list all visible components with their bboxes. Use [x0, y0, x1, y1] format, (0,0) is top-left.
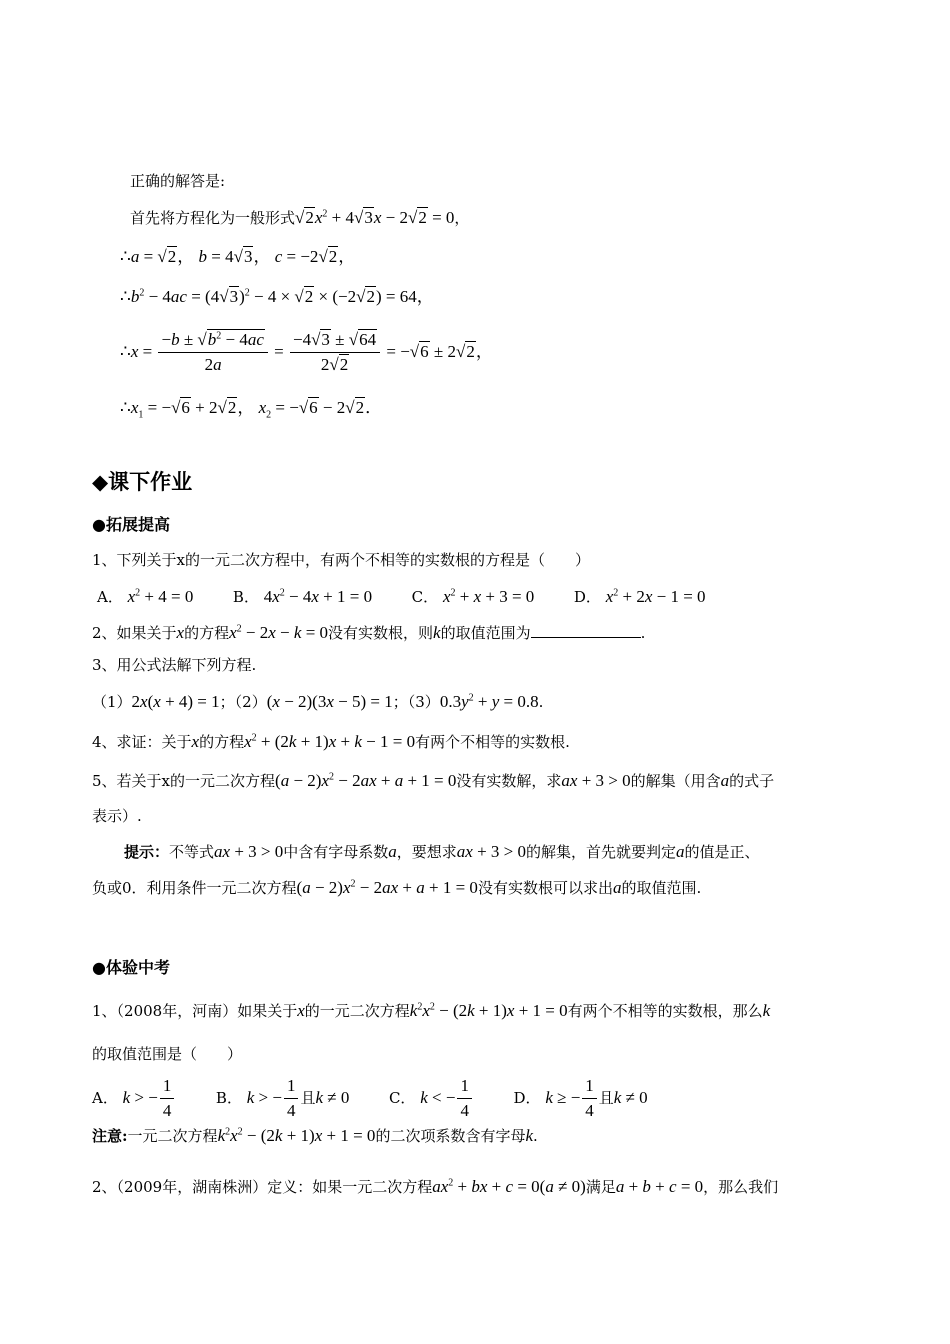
exam-option-c: k < − $\frac{1}{4}$: [420, 1088, 474, 1107]
question-3: 3、用公式法解下列方程.: [92, 656, 257, 674]
solution-discriminant: $\therefore b^2 - 4ac = (4√3)^2 - 4 \times √2 \times (-2√2) = 64$，: [120, 287, 434, 306]
q4-pre: 4、求证：关于: [92, 733, 192, 751]
step-text: 首先将方程化为一般形式: [130, 209, 296, 227]
hint-line-1: 提示：不等式ax + 3 > 0中含有字母系数a，要想求ax + 3 > 0的解集，首先就要判定a的值是正、: [124, 842, 760, 861]
eq1-mid2: 有两个不相等的实数根，那么: [567, 1002, 763, 1020]
exam-option-b-label: B．: [215, 1088, 242, 1107]
exam-question-1-line2: [92, 1045, 242, 1063]
and-text: 且: [598, 1088, 614, 1107]
eq2-mid: 满足: [585, 1178, 616, 1196]
section-exam-title: ●体验中考: [92, 958, 170, 977]
exam-option-a: k > − $\frac{1}{4}$: [123, 1088, 177, 1107]
option-c-equation: $x^2 + x + 3 = 0$: [442, 587, 535, 606]
eq2-post: ，那么我们: [703, 1178, 779, 1196]
q4-mid: 的方程: [199, 733, 245, 751]
q5-post2: 的式子: [729, 772, 775, 790]
therefore-symbol: ∴: [120, 341, 131, 361]
therefore-symbol: ∴: [120, 398, 131, 417]
q2-mid1: 的方程: [184, 624, 230, 642]
hint-t3: ，要想求: [396, 843, 457, 861]
hint-l2-t3: 的取值范围.: [621, 879, 702, 897]
note-t1: 一元二次方程: [127, 1127, 218, 1145]
eq2-pre: 2、（2009年，湖南株洲）定义：如果一元二次方程: [92, 1178, 433, 1196]
section-extension-title: ●拓展提高: [92, 515, 170, 534]
q2-pre: 2、如果关于: [92, 624, 177, 642]
solution-intro-text: 正确的解答是:: [130, 172, 226, 190]
question-5: 5、若关于x的一元二次方程$(a - 2)x^2 - 2ax + a + 1 = 0$没有实数解，求ax + 3 > 0的解集（用含a的式子: [92, 771, 775, 790]
exam-question-1: 1、（2008年，河南）如果关于x的一元二次方程$k^2x^2 - (2k + 1)x + 1 = 0$有两个不相等的实数根，那么k: [92, 1001, 771, 1020]
hint-label: 提示：: [124, 843, 170, 861]
and-text: 且: [300, 1088, 316, 1107]
q4-post: 有两个不相等的实数根.: [415, 733, 570, 751]
question-2: 2、如果关于x的方程$x^2 - 2x - k = 0$没有实数根，则k的取值范围为 .: [92, 623, 646, 642]
q5-pre: 5、若关于x的一元二次方程: [92, 772, 276, 790]
exam-question-2: 2、（2009年，湖南株洲）定义：如果一元二次方程$ax^2$ + bx + c = 0(a ≠ 0)满足a + b + c = 0，那么我们: [92, 1177, 779, 1196]
option-c-label: C．: [411, 588, 439, 606]
q2-post: 的取值范围为: [440, 624, 531, 642]
question-1-options: [97, 587, 706, 607]
q3-part-2-label: （2）: [234, 693, 267, 711]
eq1-line2: 的取值范围是（ ）: [92, 1045, 243, 1063]
solution-coefficients: ∴a = √2， b = 4√3， c = −2√2，: [120, 247, 356, 266]
option-d-label: D．: [573, 588, 601, 606]
q3-part-1-label: （1）: [92, 693, 132, 711]
note-t2: 的二次项系数含有字母: [375, 1127, 526, 1145]
option-b-label: B．: [232, 588, 259, 606]
q5-post: 的解集（用含: [630, 772, 721, 790]
q3-part-3-label: （3）: [407, 693, 440, 711]
question-1-text: 1、下列关于x的一元二次方程中，有两个不相等的实数根的方程是（ ）: [92, 551, 591, 569]
exam-option-a-label: A．: [92, 1088, 118, 1107]
option-b-equation: $4x^2 - 4x + 1 = 0$: [263, 587, 373, 606]
homework-heading: ◆课下作业: [92, 470, 193, 494]
question-3-equations: （1）2x(x + 4) = 1；（2）(x − 2)(3x − 5) = 1；$(3)0.3y^2 + y = 0.8$.: [92, 692, 544, 711]
eq1-mid1: 的一元二次方程: [304, 1002, 410, 1020]
option-a-equation: $x^2 + 4 = 0$: [127, 587, 194, 606]
solution-intro: [130, 172, 225, 190]
solution-step-general-form: 首先将方程化为一般形式$√2x^2 + 4√3x - 2√2 = 0$，: [130, 208, 470, 227]
hint-line-2: 负或0．利用条件一元二次方程$(a - 2)x^2 - 2ax + a + 1 = 0$没有实数根可以求出a的取值范围.: [92, 878, 702, 897]
therefore-symbol: ∴: [120, 247, 131, 266]
exam-option-d: k ≥ − $\frac{1}{4}$: [545, 1088, 598, 1107]
hint-t4: 的解集，首先就要判定: [526, 843, 677, 861]
hint-l2-t1: 负或0．利用条件一元二次方程: [92, 879, 297, 897]
answer-blank[interactable]: [531, 623, 641, 638]
exam-question-1-options: A． k > − $\frac{1}{4}$ B． k > − $\frac{1}{4}$ 且k ≠ 0 C． k < − $\frac{1}{4}$ D． k ≥ − $\frac{1}{4}$ 且k ≠ 0: [92, 1076, 648, 1121]
option-d-equation: $x^2 + 2x - 1 = 0$: [605, 587, 706, 606]
exam-option-b: k > − $\frac{1}{4}$: [247, 1088, 301, 1107]
therefore-symbol: ∴: [120, 287, 131, 306]
exam-option-d-label: D．: [513, 1088, 541, 1107]
eq1-pre: 1、（2008年，河南）如果关于: [92, 1002, 298, 1020]
hint-t1: 不等式: [169, 843, 215, 861]
note-label: 注意:: [92, 1127, 128, 1145]
question-1: [92, 551, 590, 569]
exam-note: 注意:一元二次方程$k^2x^2 - (2k + 1)x + 1 = 0$的二次项系数含有字母k.: [92, 1126, 538, 1145]
hint-t5: 的值是正、: [684, 843, 760, 861]
solution-quadratic-formula: ∴x = $\frac{-b \pm √b^2 - 4ac}{2a}$ = $\frac{-4√3 \pm √64}{2√2}$ = −√6 ± 2√2，: [120, 330, 493, 375]
question-4: 4、求证：关于x的方程$x^2 + (2k + 1)x + k - 1 = 0$有两个不相等的实数根.: [92, 732, 570, 751]
question-5-line2: 表示）.: [92, 807, 142, 825]
q2-mid2: 没有实数根，则: [328, 624, 434, 642]
hint-l2-t2: 没有实数根可以求出: [477, 879, 613, 897]
general-form-equation: $√2x^2 + 4√3x - 2√2 = 0$: [295, 208, 455, 227]
hint-t2: 中含有字母系数: [283, 843, 389, 861]
q5-mid: 没有实数解，求: [456, 772, 562, 790]
solution-roots: $\therefore x_1 = -√6 + 2√2$， $x_2 = -√6 - 2√2$．: [120, 398, 383, 421]
exam-option-c-label: C．: [388, 1088, 416, 1107]
option-a-label: A．: [97, 588, 123, 606]
